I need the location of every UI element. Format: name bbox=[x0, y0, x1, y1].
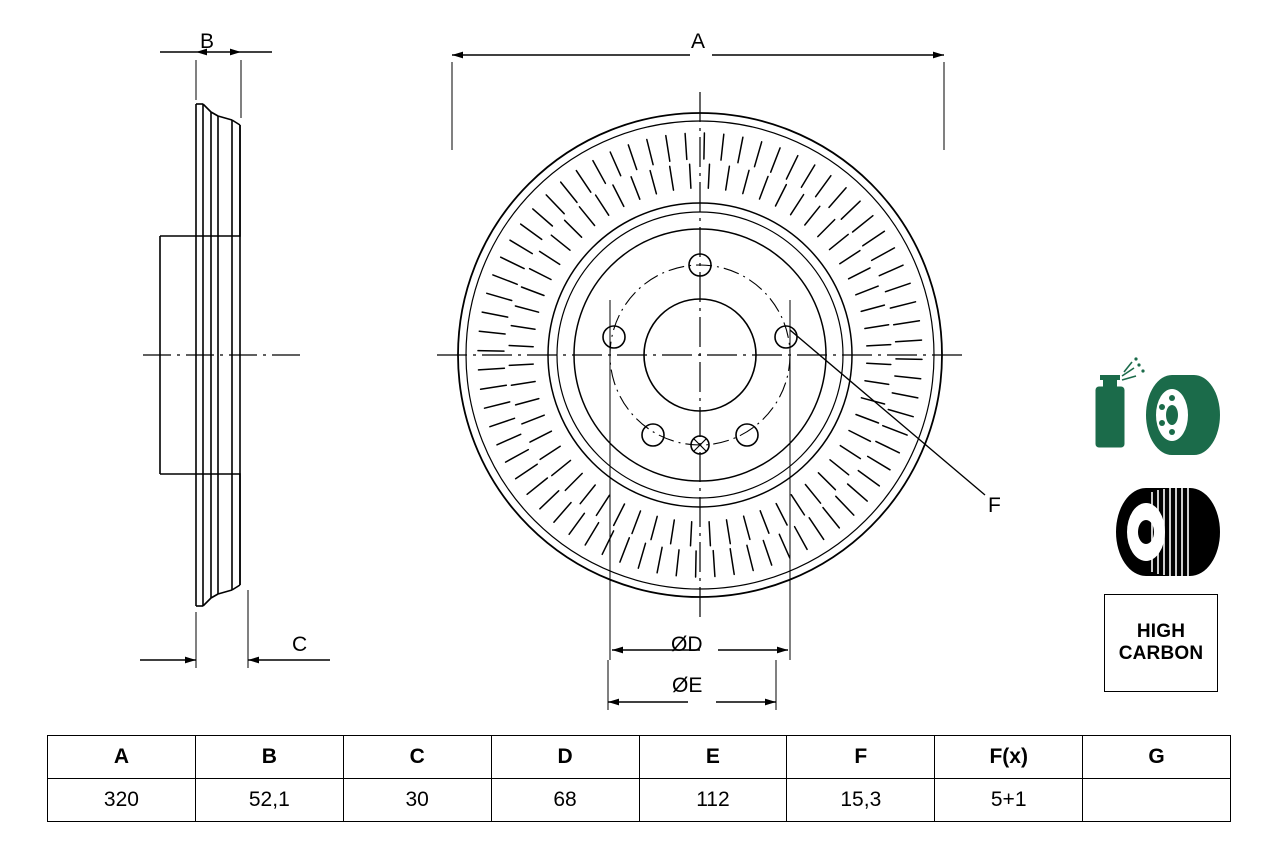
coated-disc-icon bbox=[1146, 375, 1220, 455]
badge-line-1: HIGH bbox=[1136, 621, 1186, 643]
value-fx: 5+1 bbox=[935, 779, 1083, 822]
high-carbon-badge bbox=[1104, 594, 1218, 692]
brake-disc-icon bbox=[1116, 488, 1220, 576]
label-C: C bbox=[292, 633, 308, 656]
col-header-g: G bbox=[1083, 736, 1231, 779]
specification-table bbox=[47, 735, 1231, 822]
col-header-e: E bbox=[639, 736, 787, 779]
table-header-row bbox=[48, 736, 1231, 779]
label-A: A bbox=[691, 30, 706, 53]
label-D: ØD bbox=[671, 633, 703, 656]
value-g bbox=[1083, 779, 1231, 822]
value-f: 15,3 bbox=[787, 779, 935, 822]
table-row bbox=[48, 779, 1231, 822]
value-b: 52,1 bbox=[195, 779, 343, 822]
col-header-f: F bbox=[787, 736, 935, 779]
value-a: 320 bbox=[48, 779, 196, 822]
col-header-fx: F(x) bbox=[935, 736, 1083, 779]
col-header-d: D bbox=[491, 736, 639, 779]
value-c: 30 bbox=[343, 779, 491, 822]
label-E: ØE bbox=[672, 674, 703, 697]
col-header-c: C bbox=[343, 736, 491, 779]
badge-line-2: CARBON bbox=[1118, 643, 1204, 664]
col-header-b: B bbox=[195, 736, 343, 779]
col-header-a: A bbox=[48, 736, 196, 779]
spray-can-icon bbox=[1096, 357, 1145, 447]
label-B: B bbox=[200, 30, 215, 53]
value-d: 68 bbox=[491, 779, 639, 822]
label-F: F bbox=[988, 494, 1001, 517]
value-e: 112 bbox=[639, 779, 787, 822]
